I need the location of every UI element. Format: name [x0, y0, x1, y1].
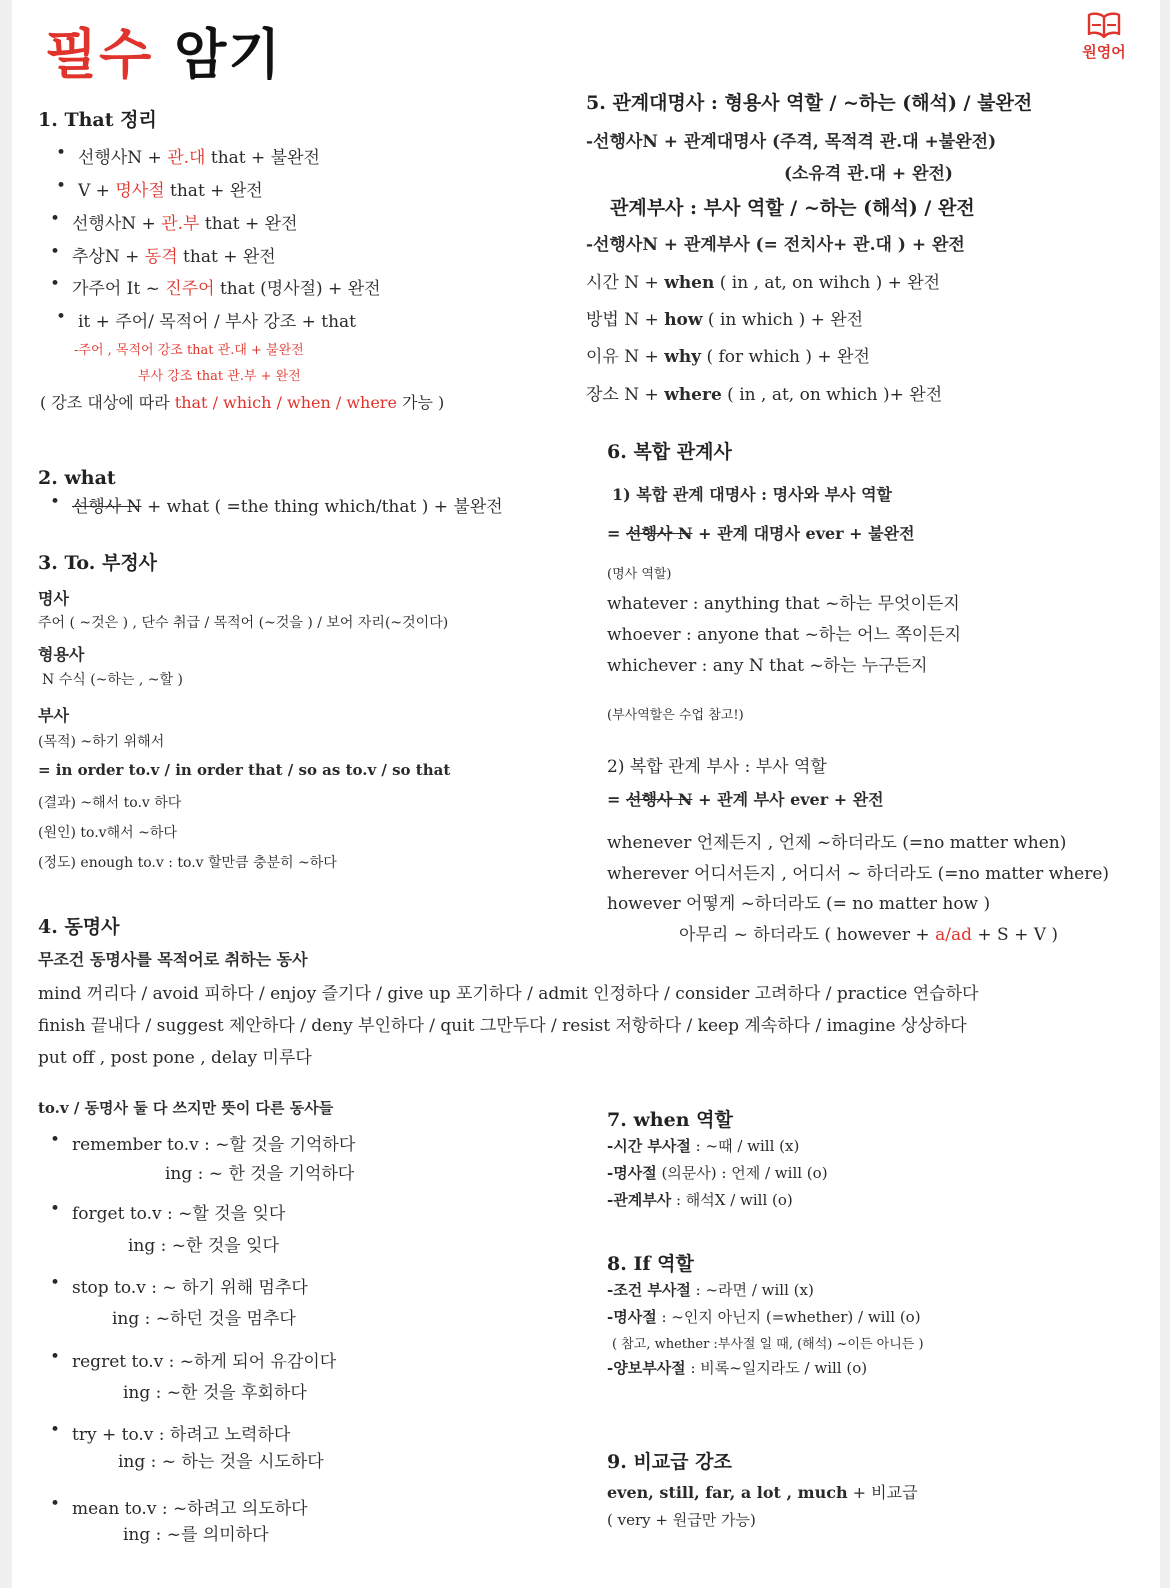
- however-line: however 어떻게 ~하더라도 (= no matter how ): [607, 894, 991, 914]
- gerund-verbs-line: put off , post pone , delay 미루다: [38, 1048, 312, 1068]
- gerund-verbs-line: finish 끝내다 / suggest 제안하다 / deny 부인하다 / quit 그만두다 / resist 저항하다 / keep 계속하다 / imagine 상상하다: [38, 1016, 967, 1036]
- that-item: • 가주어 It ~ 진주어 that (명사절) + 완전: [72, 274, 381, 299]
- section-what-heading: 2. what: [38, 467, 116, 489]
- that-item: • 선행사N + 관.부 that + 완전: [72, 209, 298, 234]
- relative-pronoun-possessive: (소유격 관.대 + 완전): [784, 164, 953, 184]
- that-item: • 추상N + 동격 that + 완전: [72, 242, 276, 267]
- that-note-subject-object: -주어 , 목적어 강조 that 관.대 + 불완전: [74, 343, 304, 358]
- title-part-red: 필수: [45, 23, 154, 86]
- compound-pronoun-rule: = 선행사 N + 관계 대명사 ever + 불완전: [607, 524, 915, 543]
- however-meaning-line: 아무리 ~ 하더라도 ( however + a/ad + S + V ): [679, 925, 1059, 945]
- adverb-purpose-equivalents: = in order to.v / in order that / so as to.v / so that: [38, 761, 451, 779]
- relative-adverb-heading: 관계부사 : 부사 역할 / ~하는 (해석) / 완전: [610, 197, 975, 219]
- section-that-heading: 1. That 정리: [38, 109, 157, 131]
- verb-pair-ing: ing : ~한 것을 후회하다: [123, 1383, 307, 1403]
- relative-adverb-row: 시간 N + when ( in , at, on wihch ) + 완전: [586, 273, 941, 293]
- whenever-line: whenever 언제든지 , 언제 ~하더라도 (=no matter when): [607, 833, 1067, 853]
- what-item: • 선행사 N + what ( =the thing which/that ) + 불완전: [72, 492, 503, 517]
- if-line: -양보부사절 : 비록~일지라도 / will (o): [607, 1359, 868, 1377]
- gerund-only-verbs-heading: 무조건 동명사를 목적어로 취하는 동사: [38, 950, 308, 969]
- compound-adverb-rule: = 선행사 N + 관계 부사 ever + 완전: [607, 790, 884, 809]
- noun-label: 명사: [38, 589, 69, 608]
- noun-description: 주어 ( ~것은 ) , 단수 취급 / 목적어 (~것을 ) / 보어 자리(~것이다): [38, 615, 449, 631]
- if-line: -조건 부사절 : ~라면 / will (x): [607, 1281, 814, 1299]
- verb-pair-tov: • remember to.v : ~할 것을 기억하다: [72, 1130, 355, 1155]
- page-title: [45, 12, 282, 89]
- relative-pronoun-rule: -선행사N + 관계대명사 (주격, 목적격 관.대 +불완전): [586, 132, 997, 152]
- verb-pair-ing: ing : ~한 것을 잊다: [128, 1236, 279, 1256]
- brand-logo: [1072, 12, 1136, 62]
- whatever-line: whatever : anything that ~하는 무엇이든지: [607, 594, 960, 614]
- section-comparative-heading: 9. 비교급 강조: [607, 1451, 732, 1473]
- compound-adverb-subheading: 2) 복합 관계 부사 : 부사 역할: [607, 757, 827, 777]
- that-item: • V + 명사절 that + 완전: [78, 176, 263, 201]
- if-whether-note: ( 참고, whether :부사절 일 때, (해석) ~이든 아니든 ): [612, 1337, 924, 1352]
- section-relative-heading: 5. 관계대명사 : 형용사 역할 / ~하는 (해석) / 불완전: [586, 92, 1033, 114]
- brand-logo-text: 원영어: [1082, 43, 1126, 61]
- if-line: -명사절 : ~인지 아닌지 (=whether) / will (o): [607, 1308, 921, 1326]
- when-line: -시간 부사절 : ~때 / will (x): [607, 1137, 800, 1155]
- adverb-cause: (원인) to.v해서 ~하다: [38, 825, 177, 841]
- comparative-note: ( very + 원급만 가능): [607, 1511, 756, 1529]
- when-line: -관계부사 : 해석X / will (o): [607, 1191, 793, 1209]
- whichever-line: whichever : any N that ~하는 누구든지: [607, 656, 928, 676]
- adverb-result: (결과) ~해서 to.v 하다: [38, 795, 182, 811]
- section-to-infinitive-heading: 3. To. 부정사: [38, 552, 158, 574]
- adverb-purpose: (목적) ~하기 위해서: [38, 734, 165, 750]
- that-emphasis-item: • it + 주어/ 목적어 / 부사 강조 + that: [78, 307, 356, 332]
- verb-pair-tov: • forget to.v : ~할 것을 잊다: [72, 1199, 285, 1224]
- page-sheet: [12, 0, 1160, 1588]
- that-item: • 선행사N + 관.대 that + 불완전: [78, 143, 320, 168]
- relative-adverb-row: 장소 N + where ( in , at, on which )+ 완전: [586, 385, 943, 405]
- verb-pair-tov: • try + to.v : 하려고 노력하다: [72, 1420, 290, 1445]
- title-part-black: 암기: [174, 23, 283, 86]
- comparative-line: even, still, far, a lot , much + 비교급: [607, 1483, 918, 1502]
- adverb-degree: (정도) enough to.v : to.v 할만큼 충분히 ~하다: [38, 855, 337, 871]
- gerund-verbs-line: mind 꺼리다 / avoid 피하다 / enjoy 즐기다 / give up 포기하다 / admit 인정하다 / consider 고려하다 / practice 연습하다: [38, 984, 979, 1004]
- adverb-role-reference-note: (부사역할은 수업 참고!): [607, 708, 744, 723]
- adjective-label: 형용사: [38, 645, 85, 664]
- book-icon: [1086, 12, 1122, 40]
- compound-pronoun-subheading: 1) 복합 관계 대명사 : 명사와 부사 역할: [612, 485, 892, 504]
- when-line: -명사절 (의문사) : 언제 / will (o): [607, 1164, 828, 1182]
- both-forms-heading: to.v / 동명사 둘 다 쓰지만 뜻이 다른 동사들: [38, 1099, 334, 1117]
- that-note-targets: ( 강조 대상에 따라 that / which / when / where 가능 ): [40, 393, 445, 412]
- adjective-description: N 수식 (~하는 , ~할 ): [42, 672, 183, 688]
- verb-pair-ing: ing : ~ 하는 것을 시도하다: [118, 1452, 324, 1472]
- verb-pair-tov: • regret to.v : ~하게 되어 유감이다: [72, 1347, 336, 1372]
- relative-adverb-rule: -선행사N + 관계부사 (= 전치사+ 관.대 ) + 완전: [586, 235, 965, 255]
- that-note-adverb: 부사 강조 that 관.부 + 완전: [138, 369, 301, 384]
- verb-pair-ing: ing : ~하던 것을 멈추다: [112, 1309, 296, 1329]
- whoever-line: whoever : anyone that ~하는 어느 쪽이든지: [607, 625, 962, 645]
- noun-role-label: (명사 역할): [607, 567, 672, 582]
- verb-pair-ing: ing : ~를 의미하다: [123, 1525, 269, 1545]
- section-compound-heading: 6. 복합 관계사: [607, 441, 732, 463]
- section-gerund-heading: 4. 동명사: [38, 916, 120, 938]
- verb-pair-tov: • mean to.v : ~하려고 의도하다: [72, 1494, 308, 1519]
- adverb-label: 부사: [38, 706, 69, 725]
- relative-adverb-row: 이유 N + why ( for which ) + 완전: [586, 347, 870, 367]
- section-if-heading: 8. If 역할: [607, 1253, 694, 1275]
- relative-adverb-row: 방법 N + how ( in which ) + 완전: [586, 310, 864, 330]
- verb-pair-tov: • stop to.v : ~ 하기 위해 멈추다: [72, 1273, 308, 1298]
- verb-pair-ing: ing : ~ 한 것을 기억하다: [165, 1164, 355, 1184]
- section-when-heading: 7. when 역할: [607, 1109, 733, 1131]
- wherever-line: wherever 어디서든지 , 어디서 ~ 하더라도 (=no matter where): [607, 864, 1110, 884]
